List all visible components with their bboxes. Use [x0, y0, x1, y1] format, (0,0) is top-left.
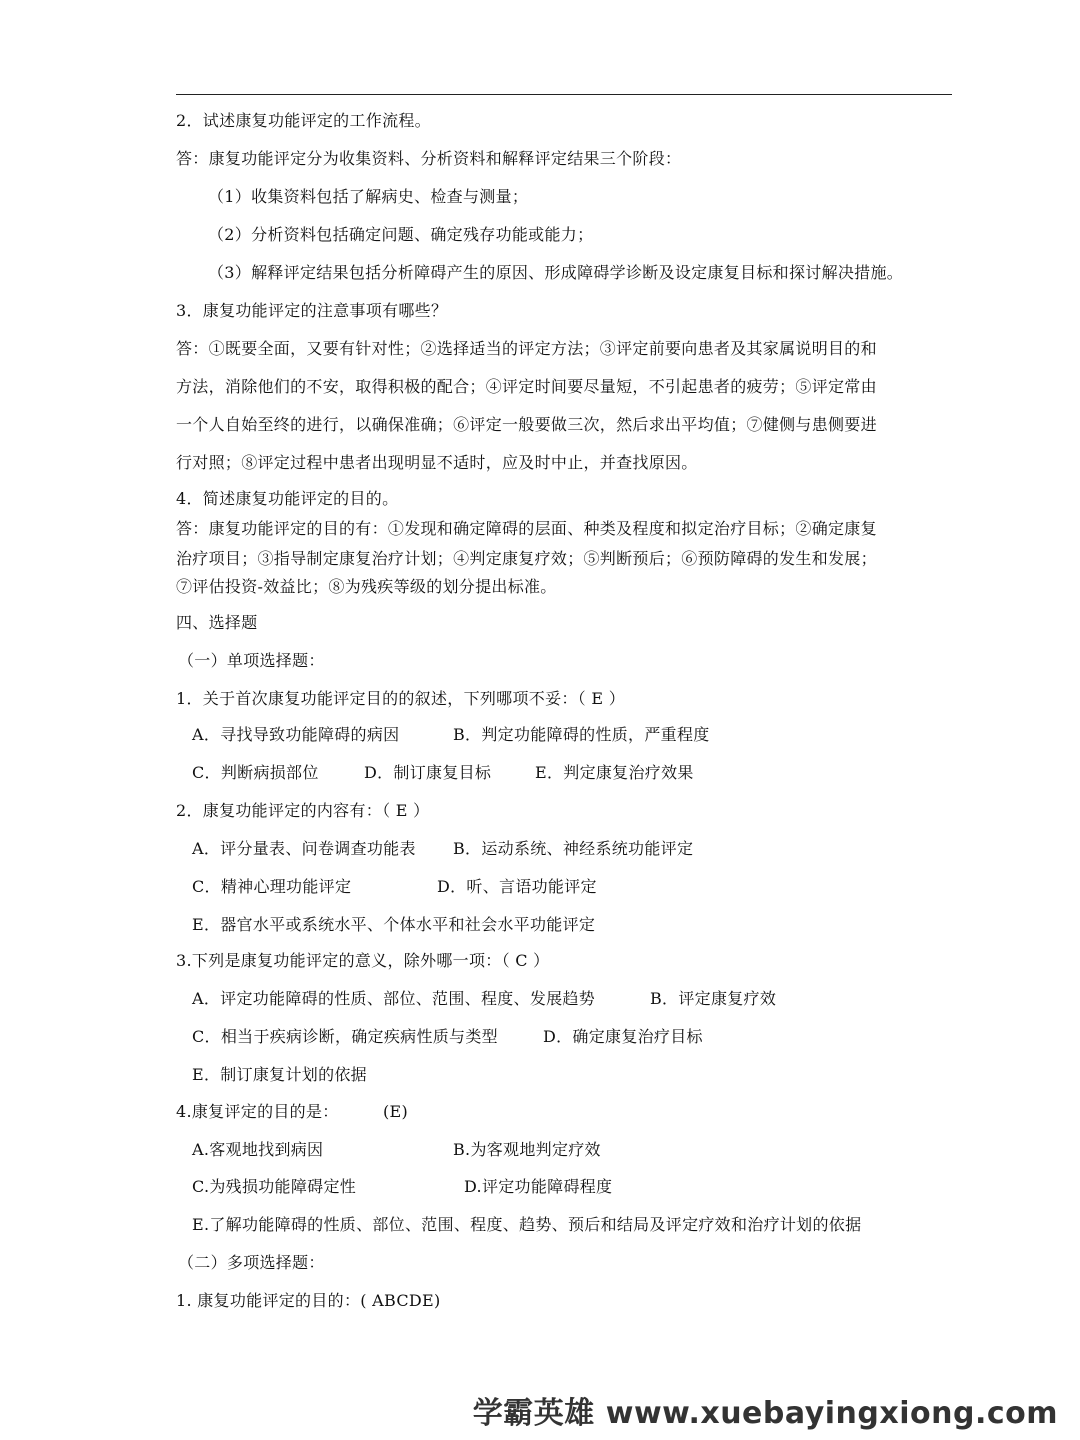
- s2-option-c: C．精神心理功能评定: [192, 877, 352, 896]
- single-choice-heading: （一）单项选择题：: [178, 651, 325, 670]
- s2-option-e: E．器官水平或系统水平、个体水平和社会水平功能评定: [192, 915, 596, 934]
- s4-answer: (E): [383, 1102, 409, 1121]
- s3-stem: 3.下列是康复功能评定的意义，除外哪一项：（ C ）: [176, 951, 550, 970]
- q3-answer-line: 一个人自始至终的进行，以确保准确；⑥评定一般要做三次，然后求出平均值；⑦健侧与患侧要进: [176, 415, 877, 434]
- s4-option-e: E.了解功能障碍的性质、部位、范围、程度、趋势、预后和结局及评定疗效和治疗计划的依据: [192, 1215, 862, 1234]
- s4-option-d: D.评定功能障碍程度: [464, 1177, 613, 1196]
- multi-choice-heading: （二）多项选择题：: [178, 1253, 325, 1272]
- q4-title: 4．简述康复功能评定的目的。: [176, 489, 399, 508]
- q3-answer-line: 答：①既要全面，又要有针对性；②选择适当的评定方法；③评定前要向患者及其家属说明目的和: [176, 339, 877, 358]
- q4-answer-line: 治疗项目；③指导制定康复治疗计划；④判定康复疗效；⑤判断预后；⑥预防障碍的发生和发展；: [176, 549, 877, 568]
- q2-point-2: （2）分析资料包括确定问题、确定残存功能或能力；: [208, 225, 594, 244]
- s2-option-d: D．听、言语功能评定: [437, 877, 597, 896]
- s4-stem: 4.康复评定的目的是：: [176, 1102, 339, 1121]
- q2-title: 2．试述康复功能评定的工作流程。: [176, 111, 431, 130]
- s1-option-d: D．制订康复目标: [364, 763, 492, 782]
- s4-option-c: C.为残损功能障碍定性: [192, 1177, 357, 1196]
- s2-option-a: A．评分量表、问卷调查功能表: [192, 839, 416, 858]
- s3-option-c: C．相当于疾病诊断，确定疾病性质与类型: [192, 1027, 498, 1046]
- s3-option-a: A．评定功能障碍的性质、部位、范围、程度、发展趋势: [192, 989, 596, 1008]
- s2-option-b: B．运动系统、神经系统功能评定: [453, 839, 694, 858]
- s1-option-e: E．判定康复治疗效果: [535, 763, 694, 782]
- q4-answer-line: ⑦评估投资-效益比；⑧为残疾等级的划分提出标准。: [176, 577, 557, 596]
- s3-option-e: E．制订康复计划的依据: [192, 1065, 367, 1084]
- s1-option-a: A．寻找导致功能障碍的病因: [192, 725, 400, 744]
- site-watermark: 学霸英雄 www.xuebayingxiong.com: [472, 1396, 1058, 1431]
- s1-option-b: B．判定功能障碍的性质，严重程度: [453, 725, 710, 744]
- s3-option-d: D．确定康复治疗目标: [543, 1027, 703, 1046]
- q3-answer-line: 方法，消除他们的不安，取得积极的配合；④评定时间要尽量短，不引起患者的疲劳；⑤评定常由: [176, 377, 877, 396]
- q2-answer: 答：康复功能评定分为收集资料、分析资料和解释评定结果三个阶段：: [176, 149, 682, 168]
- s1-option-c: C．判断病损部位: [192, 763, 319, 782]
- q3-answer-line: 行对照；⑧评定过程中患者出现明显不适时，应及时中止，并查找原因。: [176, 453, 698, 472]
- section-heading: 四、选择题: [176, 613, 258, 632]
- q3-title: 3．康复功能评定的注意事项有哪些？: [176, 301, 448, 320]
- q4-answer-line: 答：康复功能评定的目的有：①发现和确定障碍的层面、种类及程度和拟定治疗目标；②确定康复: [176, 519, 877, 538]
- s1-stem: 1．关于首次康复功能评定目的的叙述，下列哪项不妥：（ E ）: [176, 689, 626, 708]
- s3-option-b: B．评定康复疗效: [650, 989, 777, 1008]
- header-rule: [176, 94, 952, 95]
- s2-stem: 2．康复功能评定的内容有：（ E ）: [176, 801, 430, 820]
- s4-option-a: A.客观地找到病因: [192, 1140, 324, 1159]
- m1-stem: 1. 康复功能评定的目的：( ABCDE): [176, 1291, 441, 1310]
- q2-point-1: （1）收集资料包括了解病史、检查与测量；: [208, 187, 529, 206]
- q2-point-3: （3）解释评定结果包括分析障碍产生的原因、形成障碍学诊断及设定康复目标和探讨解决措施。: [208, 263, 904, 282]
- s4-option-b: B.为客观地判定疗效: [453, 1140, 601, 1159]
